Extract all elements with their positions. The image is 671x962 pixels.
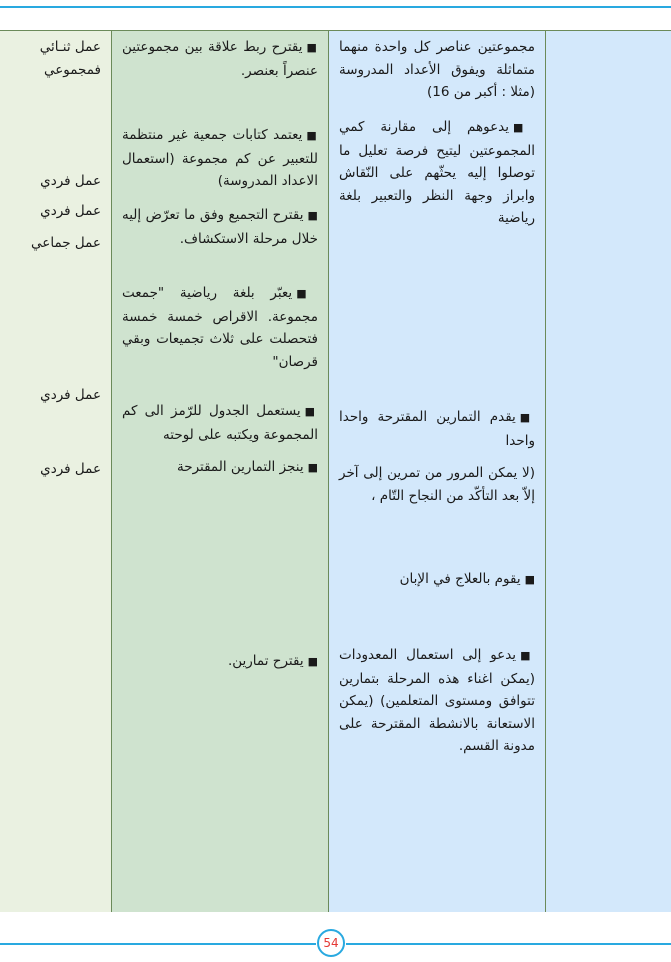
page-number: 54 [317,929,345,957]
teacher-paragraph: (لا يمكن المرور من تمرين إلى آخر إلاّ بعد التأكّد من النجاح التّام ، [339,465,535,504]
bullet-icon: ■ [524,573,535,586]
bullet-icon: ■ [304,405,318,418]
work-mode-label: عمل فردي [40,461,101,477]
teacher-paragraph: ■يدعو إلى استعمال المعدودات (يمكن اغناء هذه المرحلة بتمارين تتوافق ومستوى المتعلمين) (يمكن الاستعانة بالانشطة المقترحة على مدونة القسم. [339,647,535,754]
table-top-border [0,30,671,31]
bullet-icon: ■ [520,649,535,662]
teacher-paragraph: ■يقدم التمارين المقترحة واحدا واحدا [339,409,535,449]
footer-rule-left [0,943,316,945]
teacher-paragraph: مجموعتين عناصر كل واحدة منهما متماثلة ويفوق الأعداد المدروسة (مثلا : أكبر من 16) [339,39,535,100]
teacher-paragraph: ■يقوم بالعلاج في الإبان [399,571,535,587]
work-mode-label: عمل فردي [40,387,101,403]
bullet-icon: ■ [307,461,318,474]
work-mode-label: عمل جماعي [31,235,101,251]
stage-column [546,30,671,912]
bullet-icon: ■ [306,41,318,54]
learner-paragraph: ■ينجز التمارين المقترحة [177,459,318,475]
work-mode-label: عمل فردي [40,173,101,189]
learner-paragraph: ■يقترح التجميع وفق ما تعرّض إليه خلال مرحلة الاستكشاف. [122,207,318,247]
bullet-icon: ■ [296,287,318,300]
learner-paragraph: ■يقترح تمارين. [227,653,318,669]
bullet-icon: ■ [519,411,535,424]
learner-paragraph: ■يقترح ربط علاقة بين مجموعتين عنصراً بعنصر. [122,39,318,79]
learner-paragraph: ■يستعمل الجدول للرّمز الى كم المجموعة ويكتبه على لوحته [122,403,318,443]
bullet-icon: ■ [307,655,318,668]
footer-rule-right [346,943,671,945]
work-mode-label: عمل ثنـائي فمجموعي [39,39,101,78]
work-mode-label: عمل فردي [40,203,101,219]
teacher-paragraph: ■يدعوهم إلى مقارنة كمي المجموعتين ليتيح فرصة تعليل ما توصلوا إليه يحثّهم على النّقاش وابراز وجهة النظر والتعبير بلغة رياضية [339,119,535,226]
bullet-icon: ■ [512,121,535,134]
learner-paragraph: ■يعتمد كتابات جمعية غير منتظمة للتعبير عن كم مجموعة (استعمال الاعداد المدروسة) [122,127,318,189]
top-rule [0,6,671,8]
bullet-icon: ■ [307,209,318,222]
learner-paragraph: ■يعبّر بلغة رياضية "جمعت مجموعة. الاقراص خمسة خمسة فتحصلت على ثلاث تجميعات وبقي قرصان" [122,285,318,370]
bullet-icon: ■ [306,129,318,142]
